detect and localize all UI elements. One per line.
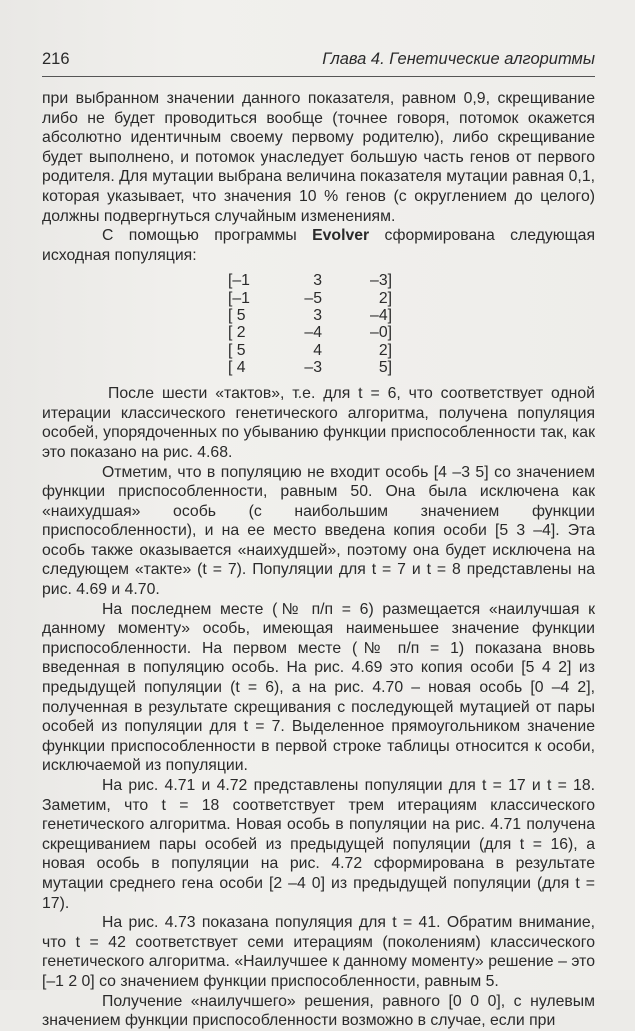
page-body bbox=[42, 89, 595, 1031]
matrix-cell: [–1 bbox=[228, 289, 250, 307]
matrix-row bbox=[228, 342, 392, 359]
program-name: Evolver bbox=[312, 227, 370, 245]
matrix-cell: –3] bbox=[370, 272, 392, 290]
matrix-cell: –3 bbox=[304, 358, 322, 376]
chapter-title: Глава 4. Генетические алгоритмы bbox=[322, 50, 595, 68]
matrix-row bbox=[228, 324, 392, 341]
paragraph-4: Отметим, что в популяцию не входит особь [4 –3 5] со значением функции приспособленности, равным 50. Она была исключена как «наихудшая» особь (с наибольшим значением функции приспособленности), и на ее место введена копия особи [5 3 –4]. Эта особь также оказывается «наихудшей», поэтому она будет исключена на следующем «такте» (t = 7). Популяции для t = 7 и t = 8 представлены на рис. 4.69 и 4.70. bbox=[42, 463, 595, 599]
paragraph-1: при выбранном значении данного показателя, равном 0,9, скрещивание либо не будет проводиться вообще (точнее говоря, потомок окажется абсолютно идентичным своему первому родителю), либо скрещивание будет выполнено, и потомок унаследует большую часть генов от первого родителя. Для мутации выбрана величина показателя мутации равная 0,1, которая указывает, что значения 10 % генов (с округлением до целого) должны подвергнуться случайным изменениям. bbox=[42, 90, 595, 225]
paragraph-8: Получение «наилучшего» решения, равного [0 0 0], с нулевым значением функции приспособленности возможно в случае, если при bbox=[42, 992, 595, 1030]
matrix-row bbox=[228, 272, 392, 289]
matrix-cell: –4 bbox=[304, 324, 322, 342]
matrix-cell: –4] bbox=[370, 306, 392, 324]
matrix-cell: [ 5 bbox=[228, 341, 246, 359]
matrix-cell: [ 5 bbox=[228, 306, 246, 324]
paragraph-7: На рис. 4.73 показана популяция для t = 41. Обратим внимание, что t = 42 соответствует семи итерациям (поколениям) классического генетического алгоритма. «Наилучшее к данному моменту» решение – это [–1 2 0] со значением функции приспособленности, равным 5. bbox=[42, 914, 595, 990]
matrix-cell: 3 bbox=[313, 306, 322, 324]
page-number: 216 bbox=[42, 50, 70, 68]
matrix-cell: –5 bbox=[304, 289, 322, 307]
matrix-row bbox=[228, 290, 392, 307]
matrix-cell: [ 2 bbox=[228, 324, 246, 342]
matrix-cell: 4 bbox=[313, 341, 322, 359]
matrix-cell: [ 4 bbox=[228, 358, 246, 376]
paragraph-5: На последнем месте (№ п/п = 6) размещается «наилучшая к данному моменту» особь, имеющая наименьшее значение функции приспособленности. На первом месте (№ п/п = 1) показана вновь введенная в популяцию особь. На рис. 4.69 это копия особи [5 4 2] из предыдущей популяции (t = 6), а на рис. 4.70 – новая особь [0 –4 2], полученная в результате скрещивания с последующей мутацией от пары особей из популяции для t = 7. Выделенное прямоугольником значение функции приспособленности в первой строке таблицы относится к особи, исключаемой из популяции. bbox=[42, 600, 595, 775]
paragraph-3: После шести «тактов», т.е. для t = 6, что соответствует одной итерации классического генетического алгоритма, получена популяция особей, упорядоченных по убыванию функции приспособленности так, как это показано на рис. 4.68. bbox=[42, 385, 595, 461]
matrix-cell: [–1 bbox=[228, 272, 250, 290]
matrix-cell: 3 bbox=[313, 272, 322, 290]
matrix-row bbox=[228, 307, 392, 324]
matrix-cell: 2] bbox=[378, 341, 392, 359]
paragraph-2: С помощью программы Evolver сформирована следующая исходная популяция: bbox=[42, 227, 595, 264]
paragraph-6: На рис. 4.71 и 4.72 представлены популяции для t = 17 и t = 18. Заметим, что t = 18 соответствует трем итерациям классического генетического алгоритма. Новая особь в популяции на рис. 4.71 получена скрещиванием пары особей из предыдущей популяции (для t = 16), а новая особь в популяции на рис. 4.72 сформирована в результате мутации среднего гена особи [2 –4 0] из предыдущей популяции (для t = 17). bbox=[42, 777, 595, 912]
matrix-cell: 5] bbox=[378, 358, 392, 376]
matrix-cell: 2] bbox=[378, 289, 392, 307]
header-rule bbox=[42, 76, 595, 77]
page-header bbox=[42, 50, 595, 69]
initial-population-matrix bbox=[228, 272, 392, 376]
matrix-cell: –0] bbox=[370, 324, 392, 342]
matrix-row bbox=[228, 359, 392, 376]
